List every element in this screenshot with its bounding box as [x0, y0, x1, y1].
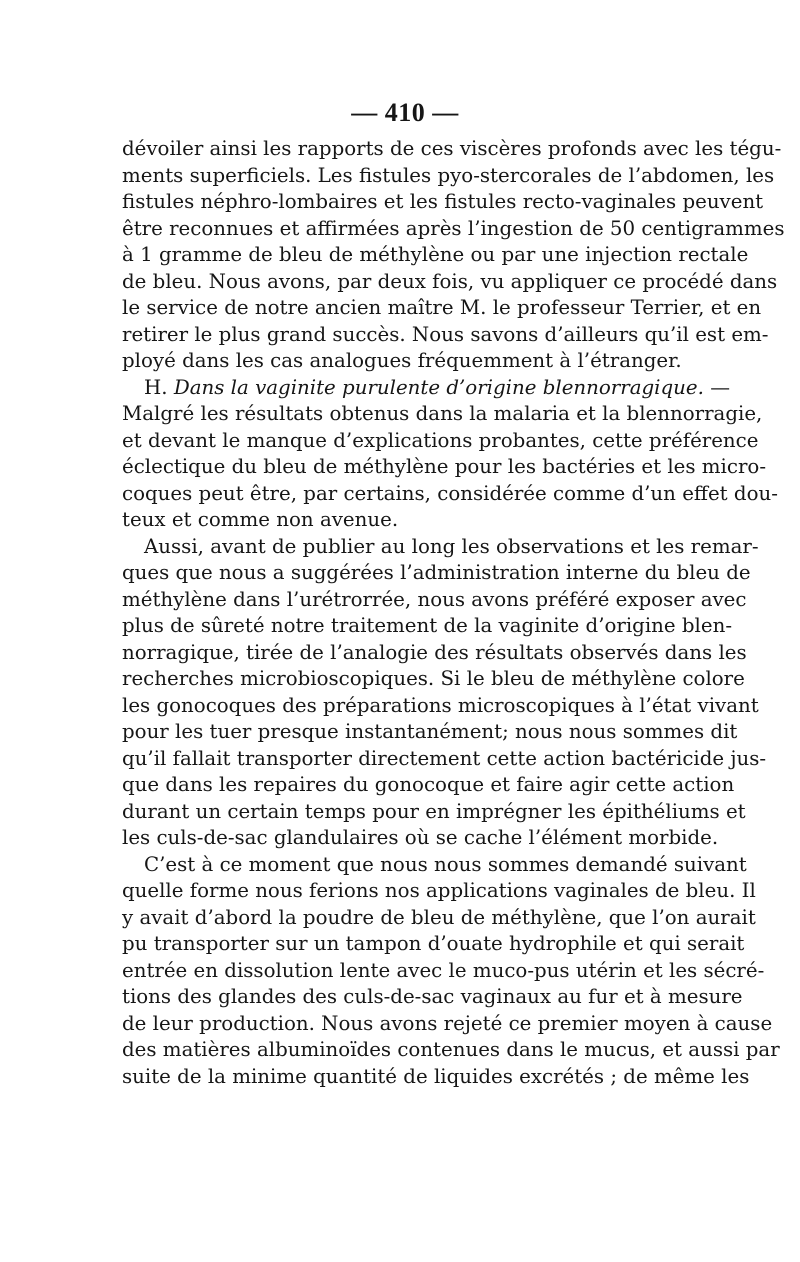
text-line: durant un certain temps pour en imprégner les épithéliums et: [122, 799, 746, 823]
section-title: Dans la vaginite purulente d’origine blennorragique.: [173, 375, 704, 399]
text-line: recherches microbioscopiques. Si le bleu de méthylène colore: [122, 667, 745, 690]
text-line: pu transporter sur un tampon d’ouate hydrophile et qui serait: [122, 932, 745, 955]
text-line: pour les tuer presque instantanément; nous nous sommes dit: [122, 720, 738, 743]
text-line: ques que nous a suggérées l’administration interne du bleu de: [122, 561, 751, 584]
text-line: ments superficiels. Les fistules pyo-stercorales de l’abdomen, les: [122, 163, 775, 187]
text-line: les gonocoques des préparations microscopiques à l’état vivant: [122, 693, 759, 717]
text-line: méthylène dans l’urétrorrée, nous avons préféré exposer avec: [122, 587, 747, 611]
text-line: Malgré les résultats obtenus dans la malaria et la blennorragie,: [122, 402, 763, 425]
text-line: éclectique du bleu de méthylène pour les bactéries et les micro-: [122, 455, 767, 478]
text-line: tions des glandes des culs-de-sac vaginaux au fur et à mesure: [122, 985, 743, 1008]
text-line: entrée en dissolution lente avec le muco-pus utérin et les sécré-: [122, 958, 765, 982]
text-line: que dans les repaires du gonocoque et faire agir cette action: [122, 773, 735, 796]
page-number: — 410 —: [351, 98, 459, 127]
text-line: teux et comme non avenue.: [122, 508, 399, 531]
text-line: les culs-de-sac glandulaires où se cache l’élément morbide.: [122, 826, 719, 849]
text-line: coques peut être, par certains, considérée comme d’un effet dou-: [122, 481, 778, 505]
text-line: à 1 gramme de bleu de méthylène ou par une injection rectale: [122, 243, 749, 266]
text-line: dévoiler ainsi les rapports de ces viscères profonds avec les tégu-: [122, 137, 782, 160]
text-line: suite de la minime quantité de liquides excrétés ; de même les: [122, 1064, 750, 1088]
text-line: qu’il fallait transporter directement cette action bactéricide jus-: [122, 746, 767, 770]
text-line: de bleu. Nous avons, par deux fois, vu appliquer ce procédé dans: [122, 269, 778, 293]
section-heading-line: [122, 375, 730, 402]
text-line: retirer le plus grand succès. Nous savons d’ailleurs qu’il est em-: [122, 322, 769, 346]
text-line: y avait d’abord la poudre de bleu de méthylène, que l’on aurait: [122, 905, 756, 929]
text-line: C’est à ce moment que nous nous sommes demandé suivant: [144, 852, 747, 876]
text-line: quelle forme nous ferions nos applications vaginales de bleu. Il: [122, 879, 756, 902]
text-line: des matières albuminoïdes contenues dans le mucus, et aussi par: [122, 1038, 780, 1061]
text-line: ployé dans les cas analogues fréquemment à l’étranger.: [122, 349, 682, 372]
text-line: Aussi, avant de publier au long les observations et les remar-: [144, 534, 759, 558]
body-text: [122, 136, 785, 1090]
text-line: être reconnues et affirmées après l’ingestion de 50 centigrammes: [122, 216, 785, 240]
text-line: et devant le manque d’explications probantes, cette préférence: [122, 428, 759, 452]
text-line: le service de notre ancien maître M. le professeur Terrier, et en: [122, 296, 762, 319]
text-line: norragique, tirée de l’analogie des résultats observés dans les: [122, 640, 747, 664]
section-dash: —: [703, 375, 730, 399]
text-line: de leur production. Nous avons rejeté ce premier moyen à cause: [122, 1011, 773, 1035]
section-letter: H.: [144, 375, 174, 399]
text-line: fistules néphro-lombaires et les fistules recto-vaginales peuvent: [122, 190, 764, 213]
text-line: plus de sûreté notre traitement de la vaginite d’origine blen-: [122, 614, 733, 637]
